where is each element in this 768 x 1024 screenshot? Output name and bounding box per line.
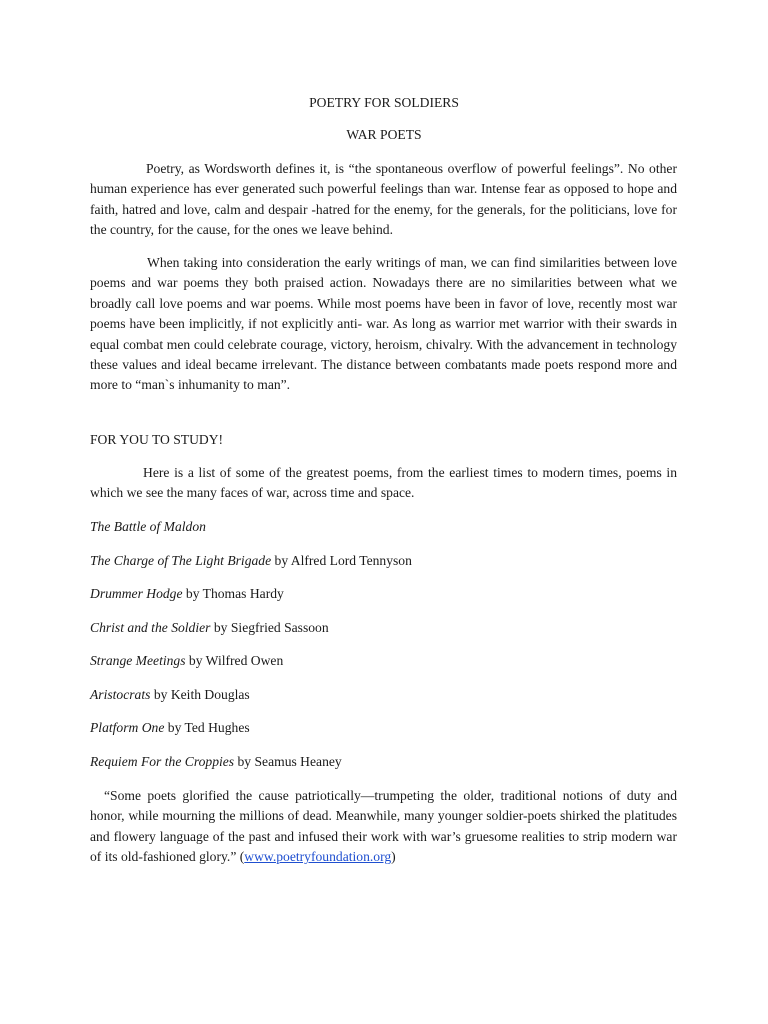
poem-item [90, 685, 677, 705]
poem-title: Aristocrats [90, 687, 151, 702]
study-heading: FOR YOU TO STUDY! [90, 432, 224, 447]
poem-item [90, 651, 677, 671]
poem-item [90, 584, 677, 604]
poem-title: Christ and the Soldier [90, 620, 211, 635]
poem-author: by Thomas Hardy [182, 586, 284, 601]
poem-item [90, 517, 677, 537]
poem-author: by Seamus Heaney [234, 754, 342, 769]
poem-title: Strange Meetings [90, 653, 186, 668]
source-link[interactable]: www.poetryfoundation.org [244, 849, 392, 865]
poem-item [90, 618, 677, 638]
comparison-paragraph: When taking into consideration the early writings of man, we can find similarities between love poems and war poems they both praised action. Nowadays there are no similarities between what we broadly call love poems and war poems. While most poems have been in favor of love, recently most war poems have been implicitly, if not explicitly anti- war. As long as warrior met warrior with their swards in equal combat men could celebrate courage, victory, heroism, chivalry. With the advancement in technology these values and ideal became irrelevant. The distance between combatants made poets respond more and more to “man`s inhumanity to man”. [90, 255, 677, 393]
poem-author: by Siegfried Sassoon [210, 620, 329, 635]
poem-title: The Battle of Maldon [90, 519, 206, 534]
quote-paragraph [90, 786, 677, 868]
intro-paragraph: Poetry, as Wordsworth defines it, is “the spontaneous overflow of powerful feelings”. No other human experience has ever generated such powerful feelings than war. Intense fear as opposed to hope and faith, hatred and love, calm and despair -hatred for the enemy, for the generals, for the politicians, love for the country, for the cause, for the ones we leave behind. [90, 161, 677, 238]
poem-title: Requiem For the Croppies [90, 754, 235, 769]
page-title: POETRY FOR SOLDIERS [309, 95, 459, 110]
poem-title: Platform One [90, 720, 165, 735]
poem-title: Drummer Hodge [90, 586, 183, 601]
poem-item [90, 752, 677, 772]
poem-item [90, 718, 677, 738]
list-intro-paragraph: Here is a list of some of the greatest poems, from the earliest times to modern times, poems in which we see the many faces of war, across time and space. [90, 465, 677, 501]
poem-author: by Alfred Lord Tennyson [271, 553, 412, 568]
quote-text: “Some poets glorified the cause patriotically—trumpeting the older, traditional notions of duty and honor, while mourning the millions of dead. Meanwhile, many younger soldier-poets shirked the platitudes and flowery language of the past and infused their work with war’s gruesome realities to strip modern war of its old-fashioned glory.” ( [90, 788, 677, 865]
poem-author: by Ted Hughes [164, 720, 250, 735]
poem-author: by Keith Douglas [150, 687, 250, 702]
poem-author: by Wilfred Owen [185, 653, 284, 668]
page-subtitle: WAR POETS [346, 127, 422, 142]
poem-title: The Charge of The Light Brigade [90, 553, 272, 568]
poem-item [90, 551, 677, 571]
quote-closing: ) [391, 849, 396, 865]
